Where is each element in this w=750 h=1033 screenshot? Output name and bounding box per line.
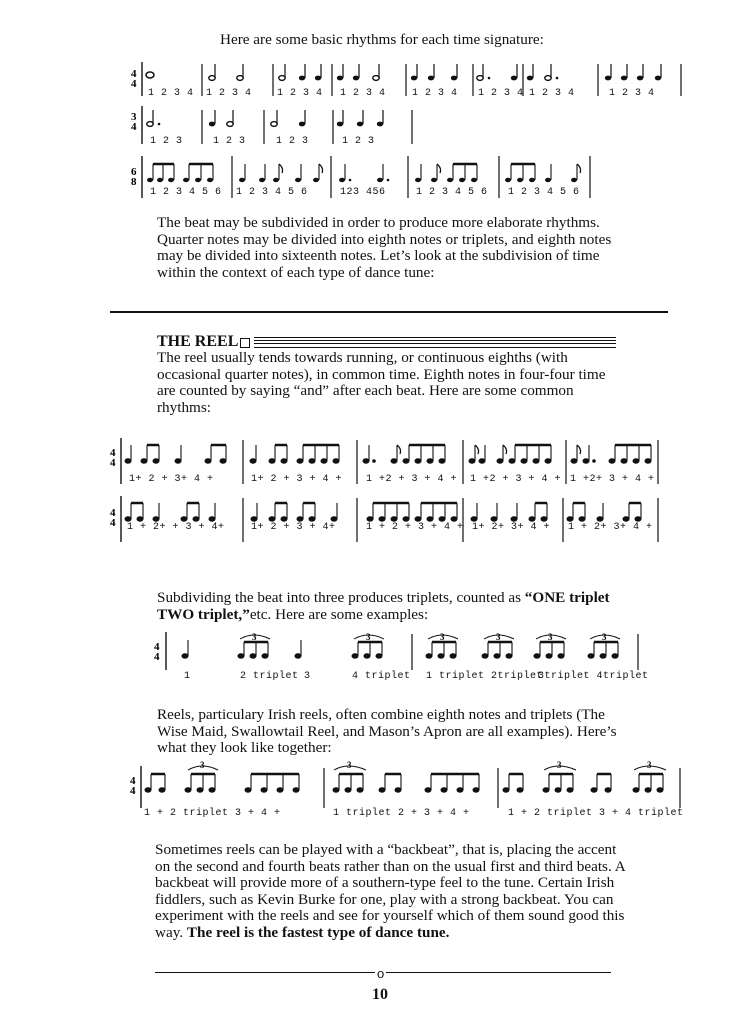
dotted-quarter-note [339,164,351,182]
count-6-8-e: 1 2 3 4 5 6 [508,187,580,198]
quarter-note [315,64,321,80]
timesig-top: 4 [131,68,137,80]
triplet-group-6 [586,630,626,665]
combined-rhythm-staff [128,758,684,812]
quarter-note [411,64,417,80]
quarter-note [451,64,457,80]
backbeat-bold: The reel is the fastest type of dance tune. [186,923,450,941]
eighth-note-group [183,164,213,182]
quarter-note [239,164,245,182]
quarter-note [299,64,305,80]
page-number: 10 [372,986,388,1003]
eighth-note-group [447,164,477,182]
dotted-half-note [477,64,491,80]
reel2-count-e: 1 + 2+ 3+ 4 + [568,522,653,533]
time-signature-4-4-combined [130,775,136,797]
combined-count-b: 1 triplet 2 + 3 + 4 + [333,808,470,819]
triplet-count-3: 3 [304,671,311,682]
count-4-4-b: 1 2 3 4 [206,88,252,99]
eighth-note [273,164,283,182]
time-signature-4-4-reel1 [110,447,116,469]
triplet-group-1 [236,630,276,665]
half-note [237,64,243,80]
eighth-note [313,164,323,182]
timesig-bottom: 4 [131,121,137,133]
triplet-intro-start: Subdividing the beat into three produces triplets, counted as [157,589,525,606]
intro-text: Here are some basic rhythms for each time signature: [220,31,544,48]
count-4-4-d: 1 2 3 4 [340,88,386,99]
triplet-intro-bold2: triplet TWO triplet,” [157,589,610,623]
quarter-note [415,164,421,182]
timesig-bottom: 8 [131,176,137,188]
reel1-count-a: 1+ 2 + 3+ 4 + [129,474,214,485]
quarter-note [511,64,517,80]
timesig-top: 3 [131,111,137,123]
quarter-note [428,64,434,80]
reel2-count-b: 1+ 2 + 3 + 4+ [251,522,336,533]
timesig-top: 4 [110,507,116,519]
subdivision-paragraph: The beat may be subdivided in order to produce more elaborate rhythms. Quarter notes may be divided into eighth notes or triplets, and eighth notes may be divided into sixteenth notes. Let’s look at the subdivision of time within the context of each type of dance tune: [157,214,612,281]
count-6-8-b: 1 2 3 4 5 6 [236,187,308,198]
quarter-note [337,64,343,80]
quarter-note [655,64,661,80]
eighth-note [431,164,441,182]
half-note [271,110,277,126]
reel-heading: THE REEL [157,333,239,350]
half-note [209,64,215,80]
triplet-count-4: 4 triplet [352,671,411,682]
reel-paragraph: The reel usually tends towards running, or continuous eighths (with occasional quarter notes), in common time. Eighth notes in four-four time are counted by saying “and” after each beat. Here are some common rhythms: [157,349,606,416]
quarter-note [353,64,359,80]
triplet-numeral: 3 [440,632,445,642]
count-6-8-a: 1 2 3 4 5 6 [150,187,222,198]
quarter-note [545,164,551,182]
quarter-note [377,110,383,126]
reel2-count-d: 1+ 2+ 3+ 4 + [472,522,551,533]
triplet-count-2: 2 triplet [240,671,299,682]
triplet-numeral: 3 [557,760,562,770]
count-3-4-a: 1 2 3 [150,136,183,147]
time-signature-4-4-row1 [131,68,137,90]
backbeat-text: Sometimes reels can be played with a “backbeat”, that is, placing the accent on the second and fourth beats rather than on the usual first and third beats. A backbeat will provide more of a southern-type feel to the tune. Certain Irish fiddlers, such as Kevin Burke for one, play with a strong backbeat. You can experiment with the reels and see for yourself which of them sound good this way. [155,841,625,941]
timesig-bottom: 4 [154,651,160,663]
basic-rhythms-staff [128,56,698,206]
triplet-numeral: 3 [548,632,553,642]
half-note [373,64,379,80]
triplet-group-3 [424,630,464,665]
time-signature-4-4-triplets [154,641,160,663]
triplet-intro-paragraph [157,590,627,623]
count-3-4-c: 1 2 3 [276,136,309,147]
count-4-4-g: 1 2 3 4 [529,88,575,99]
count-4-4-c: 1 2 3 4 [277,88,323,99]
triplet-intro-end: etc. Here are some examples: [249,605,429,623]
half-note [279,64,285,80]
reel1-count-d: 1 +2 + 3 + 4 + [470,474,562,485]
reel-row1-notes [125,445,651,463]
triplet-count-6: 3triplet 4triplet [538,671,649,682]
dotted-half-note [147,110,161,126]
time-signature-6-8 [131,166,137,188]
quarter-note [527,64,533,80]
dotted-half-note [545,64,559,80]
time-signature-3-4 [131,111,137,133]
count-4-4-f: 1 2 3 4 [478,88,524,99]
reel1-count-c: 1 +2 + 3 + 4 + [366,474,458,485]
quarter-note [259,164,265,182]
triplet-numeral: 3 [602,632,607,642]
count-4-4-e: 1 2 3 4 [412,88,458,99]
triplet-numeral: 3 [200,760,205,770]
combined-count-a: 1 + 2 triplet 3 + 4 + [144,808,281,819]
eighth-note-group [505,164,535,182]
combined-count-c: 1 + 2 triplet 3 + 4 triplet [508,808,684,819]
quarter-note [605,64,611,80]
triplet-count-5: 1 triplet 2triplet [426,671,544,682]
heading-rule-ornament [254,337,616,348]
count-6-8-d: 1 2 3 4 5 6 [416,187,488,198]
reel1-count-b: 1+ 2 + 3 + 4 + [251,474,343,485]
timesig-bottom: 4 [131,78,137,90]
count-3-4-b: 1 2 3 [213,136,246,147]
count-4-4-a: 1 2 3 4 [148,88,194,99]
timesig-top: 4 [130,775,136,787]
heading-box-ornament [240,338,250,348]
count-3-4-d: 1 2 3 [342,136,375,147]
triplet-group-4 [480,630,520,665]
triplet-numeral: 3 [496,632,501,642]
timesig-top: 4 [154,641,160,653]
triplet-group-5 [532,630,572,665]
timesig-top: 6 [131,166,137,178]
half-note [227,110,233,126]
timesig-bottom: 4 [130,785,136,797]
triplet-count-1: 1 [184,671,191,682]
triplet-example-staff [152,626,648,672]
triplet-numeral: 3 [347,760,352,770]
reel1-count-e: 1 +2+ 3 + 4 + [570,474,655,485]
reel2-count-c: 1 + 2 + 3 + 4 + [366,522,464,533]
dotted-quarter-note [377,164,389,182]
triplet-numeral: 3 [647,760,652,770]
triplet-intro-bold1: “ONE [524,589,566,606]
quarter-note [299,110,305,126]
eighth-note [571,164,581,182]
quarter-note [209,110,215,126]
quarter-note [295,164,301,182]
footer-ornament: o [377,966,385,981]
quarter-note [337,110,343,126]
quarter-note [357,110,363,126]
timesig-bottom: 4 [110,517,116,529]
timesig-top: 4 [110,447,116,459]
count-6-8-c: 123 456 [340,187,386,198]
timesig-bottom: 4 [110,457,116,469]
triplet-numeral: 3 [252,632,257,642]
triplet-numeral: 3 [366,632,371,642]
count-4-4-h: 1 2 3 4 [609,88,655,99]
reel2-count-a: 1 + 2+ + 3 + 4+ [127,522,225,533]
eighth-note-group [147,164,174,182]
section-divider [110,311,668,313]
quarter-note [621,64,627,80]
whole-note [146,72,154,78]
time-signature-4-4-reel2 [110,507,116,529]
backbeat-paragraph [155,842,625,942]
quarter-note [637,64,643,80]
combined-notes [145,766,666,792]
triplet-group-2 [350,630,390,665]
combine-paragraph: Reels, particulary Irish reels, often combine eighth notes and triplets (The Wise Maid, Swallowtail Reel, and Mason’s Apron are all examples). Here’s what they look like together: [157,706,617,757]
